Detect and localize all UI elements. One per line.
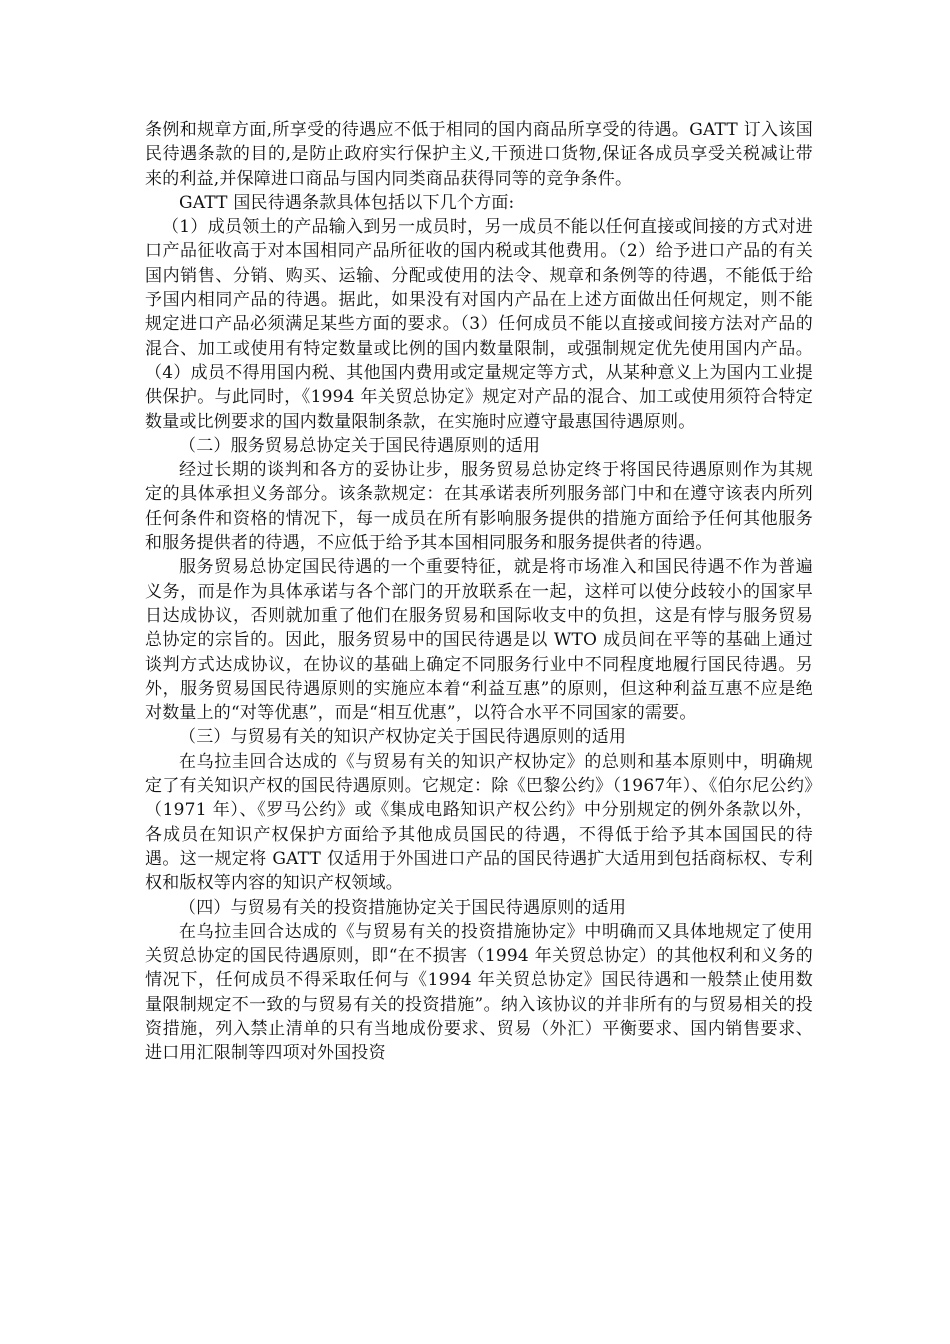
paragraph-gats-provision: 经过长期的谈判和各方的妥协让步，服务贸易总协定终于将国民待遇原则作为其规定的具体承担义务部分。该条款规定：在其承诺表所列服务部门中和在遵守该表内所列任何条件和资格的情况下，每一成员在所有影响服务提供的措施方面给予任何其他服务和服务提供者的待遇，不应低于给予其本国相同服务和服务提供者的待遇。 xyxy=(145,460,813,554)
paragraph-gats-feature: 服务贸易总协定国民待遇的一个重要特征，就是将市场准入和国民待遇不作为普遍义务，而是作为具体承诺与各个部门的开放联系在一起，这样可以使分歧较小的国家早日达成协议，否则就加重了他们在服务贸易和国际收支中的负担，这是有悖与服务贸易总协定的宗旨的。因此，服务贸易中的国民待遇是以 WTO 成员间在平等的基础上通过谈判方式达成协议，在协议的基础上确定不同服务行业中不同程度地履行国民待遇。另外，服务贸易国民待遇原则的实施应本着“利益互惠”的原则，但这种利益互惠不应是绝对数量上的“对等优惠”，而是“相互优惠”，以符合水平不同国家的需要。 xyxy=(145,557,813,724)
section-heading-gats: （二）服务贸易总协定关于国民待遇原则的适用 xyxy=(179,435,541,456)
paragraph-gatt-purpose: 条例和规章方面,所享受的待遇应不低于相同的国内商品所享受的待遇。GATT 订入该国民待遇条款的目的,是防止政府实行保护主义,干预进口货物,保证各成员享受关税减让带来的利益,并保障进口商品与国内同类商品获得同等的竞争条件。 xyxy=(145,120,813,189)
section-heading-trims: （四）与贸易有关的投资措施协定关于国民待遇原则的适用 xyxy=(179,897,627,918)
paragraph-trips-provision: 在乌拉圭回合达成的《与贸易有关的知识产权协定》的总则和基本原则中，明确规定了有关知识产权的国民待遇原则。它规定：除《巴黎公约》（1967年）、《伯尔尼公约》（1971 年）、《罗马公约》或《集成电路知识产权公约》中分别规定的例外条款以外，各成员在知识产权保护方面给予其他成员国民的待遇，不得低于给予其本国国民的待遇。这一规定将 GATT 仅适用于外国进口产品的国民待遇扩大适用到包括商标权、专利权和版权等内容的知识产权领域。 xyxy=(145,751,813,894)
document-body xyxy=(145,118,813,1066)
paragraph-gatt-aspects-intro: GATT 国民待遇条款具体包括以下几个方面: xyxy=(179,192,515,213)
paragraph-gatt-aspects-list: （1）成员领土的产品输入到另一成员时，另一成员不能以任何直接或间接的方式对进口产品征收高于对本国相同产品所征收的国内税或其他费用。（2）给予进口产品的有关国内销售、分销、购买、运输、分配或使用的法令、规章和条例等的待遇，不能低于给予国内相同产品的待遇。据此，如果没有对国内产品在上述方面做出任何规定，则不能规定进口产品必须满足某些方面的要求。（3）任何成员不能以直接或间接方法对产品的混合、加工或使用有特定数量或比例的国内数量限制，或强制规定优先使用国内产品。（4）成员不得用国内税、其他国内费用或定量规定等方式，从某种意义上为国内工业提供保护。与此同时，《1994 年关贸总协定》规定对产品的混合、加工或使用须符合特定数量或比例要求的国内数量限制条款，在实施时应遵守最惠国待遇原则。 xyxy=(145,217,813,432)
paragraph-trims-provision: 在乌拉圭回合达成的《与贸易有关的投资措施协定》中明确而又具体地规定了使用关贸总协定的国民待遇原则，即“在不损害（1994 年关贸总协定）的其他权利和义务的情况下，任何成员不得采取任何与《1994 年关贸总协定》国民待遇和一般禁止使用数量限制规定不一致的与贸易有关的投资措施”。纳入该协议的并非所有的与贸易相关的投资措施，列入禁止清单的只有当地成份要求、贸易（外汇）平衡要求、国内销售要求、进口用汇限制等四项对外国投资 xyxy=(145,921,813,1064)
section-heading-trips: （三）与贸易有关的知识产权协定关于国民待遇原则的适用 xyxy=(179,727,627,748)
